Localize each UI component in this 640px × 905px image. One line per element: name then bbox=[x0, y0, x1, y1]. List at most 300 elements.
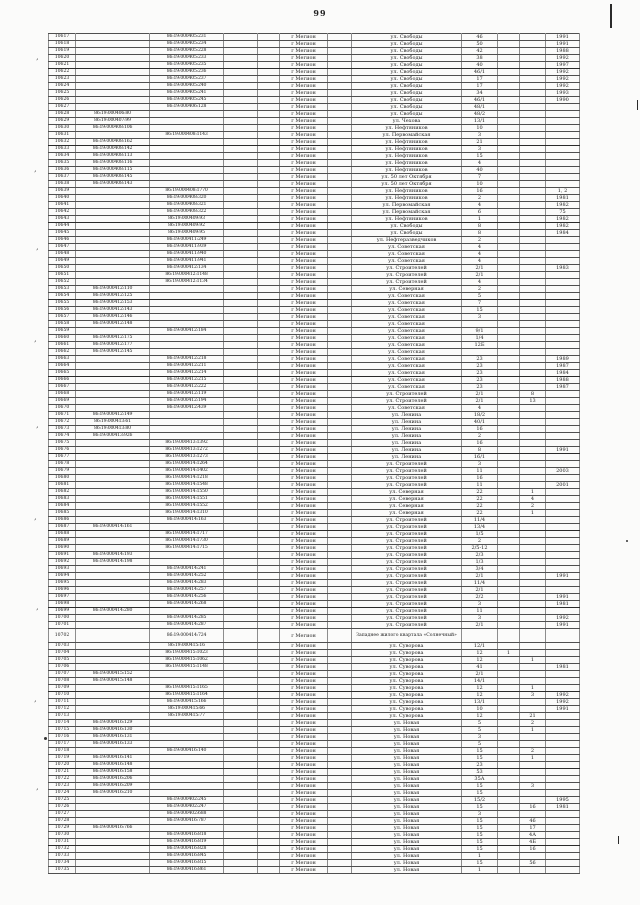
cell-settlement: г Мегион bbox=[280, 692, 328, 699]
cell-cadastral-a bbox=[76, 657, 150, 664]
cell-row-id: 10703 bbox=[49, 643, 76, 650]
cell-empty bbox=[328, 209, 352, 216]
cell-street: ул. Строителей bbox=[352, 552, 462, 559]
cell-empty bbox=[258, 307, 280, 314]
cell-cadastral-a bbox=[76, 650, 150, 657]
cell-empty bbox=[258, 181, 280, 188]
cell-settlement: г Мегион bbox=[280, 349, 328, 356]
cell-note-2 bbox=[520, 181, 546, 188]
cell-note-2 bbox=[520, 349, 546, 356]
cell-note-2 bbox=[520, 293, 546, 300]
cell-house: 15 bbox=[462, 153, 498, 160]
cell-street: ул. Строителей bbox=[352, 391, 462, 398]
cell-empty bbox=[258, 223, 280, 230]
cell-settlement: г Мегион bbox=[280, 699, 328, 706]
cell-note-1 bbox=[498, 244, 520, 251]
cell-cadastral-a: 86:19:000415:148 bbox=[76, 678, 150, 685]
cell-note-2: 3 bbox=[520, 692, 546, 699]
cell-row-id: 10641 bbox=[49, 202, 76, 209]
cell-note-2 bbox=[520, 202, 546, 209]
cell-row-id: 10676 bbox=[49, 447, 76, 454]
cell-note-2: 16 bbox=[520, 846, 546, 853]
cell-empty bbox=[328, 146, 352, 153]
cell-house: 3 bbox=[462, 132, 498, 139]
cell-empty bbox=[224, 167, 258, 174]
cell-year: 1992 bbox=[546, 615, 580, 622]
cell-cadastral-a bbox=[76, 132, 150, 139]
cell-empty bbox=[258, 279, 280, 286]
cell-empty bbox=[328, 125, 352, 132]
cell-settlement: г Мегион bbox=[280, 489, 328, 496]
cell-note-2 bbox=[520, 174, 546, 181]
cell-cadastral-a bbox=[76, 398, 150, 405]
cell-note-2 bbox=[520, 419, 546, 426]
cell-cadastral-b: 86:19:000405:233 bbox=[150, 55, 224, 62]
cell-street: ул. Советская bbox=[352, 307, 462, 314]
cell-cadastral-a bbox=[76, 356, 150, 363]
cell-empty bbox=[328, 454, 352, 461]
cell-street: ул. Новая bbox=[352, 790, 462, 797]
cell-house: 2/1 bbox=[462, 573, 498, 580]
cell-empty bbox=[328, 160, 352, 167]
cell-settlement: г Мегион bbox=[280, 216, 328, 223]
cell-cadastral-a bbox=[76, 405, 150, 412]
cell-empty bbox=[258, 216, 280, 223]
page-number: 99 bbox=[313, 8, 327, 18]
cell-settlement: г Мегион bbox=[280, 685, 328, 692]
cell-cadastral-b: 86:19:000412:211 bbox=[150, 363, 224, 370]
cell-empty bbox=[258, 461, 280, 468]
table-row bbox=[49, 202, 580, 209]
cell-cadastral-a bbox=[76, 531, 150, 538]
cell-empty bbox=[224, 132, 258, 139]
cell-year bbox=[546, 272, 580, 279]
cell-street: ул. Строителей bbox=[352, 265, 462, 272]
cell-year: 1991 bbox=[546, 41, 580, 48]
cell-cadastral-b bbox=[150, 790, 224, 797]
cell-empty bbox=[224, 251, 258, 258]
cell-cadastral-b: 86:19:000414:1550 bbox=[150, 489, 224, 496]
table-row bbox=[49, 384, 580, 391]
cell-row-id: 10694 bbox=[49, 573, 76, 580]
cell-empty bbox=[224, 69, 258, 76]
cell-street: ул. Свободы bbox=[352, 83, 462, 90]
cell-empty bbox=[224, 265, 258, 272]
cell-note-1 bbox=[498, 405, 520, 412]
table-row bbox=[49, 867, 580, 874]
cell-row-id: 10649 bbox=[49, 258, 76, 265]
cell-settlement: г Мегион bbox=[280, 580, 328, 587]
cell-empty bbox=[258, 391, 280, 398]
cell-year bbox=[546, 279, 580, 286]
cell-cadastral-b bbox=[150, 174, 224, 181]
cell-cadastral-b bbox=[150, 426, 224, 433]
cell-empty bbox=[258, 335, 280, 342]
cell-house: 2 bbox=[462, 195, 498, 202]
cell-empty bbox=[224, 391, 258, 398]
table-row bbox=[49, 720, 580, 727]
cell-empty bbox=[258, 55, 280, 62]
cell-street: ул. Строителей bbox=[352, 279, 462, 286]
cell-note-1 bbox=[498, 433, 520, 440]
cell-cadastral-b: 86:19:000415:1062 bbox=[150, 657, 224, 664]
cell-empty bbox=[224, 188, 258, 195]
cell-note-1 bbox=[498, 783, 520, 790]
cell-settlement: г Мегион bbox=[280, 552, 328, 559]
cell-settlement: г Мегион bbox=[280, 706, 328, 713]
cell-year bbox=[546, 531, 580, 538]
cell-house: 1/4 bbox=[462, 335, 498, 342]
cell-note-2 bbox=[520, 41, 546, 48]
cell-year bbox=[546, 349, 580, 356]
cell-empty bbox=[328, 720, 352, 727]
cell-house: 2/1 bbox=[462, 398, 498, 405]
cell-empty bbox=[258, 727, 280, 734]
cell-note-2 bbox=[520, 580, 546, 587]
cell-note-1 bbox=[498, 370, 520, 377]
cell-note-1 bbox=[498, 503, 520, 510]
cell-street: ул. Советская bbox=[352, 244, 462, 251]
cell-note-2 bbox=[520, 237, 546, 244]
cell-settlement: г Мегион bbox=[280, 188, 328, 195]
cell-empty bbox=[224, 111, 258, 118]
cell-note-1 bbox=[498, 790, 520, 797]
cell-empty bbox=[224, 412, 258, 419]
cell-cadastral-a bbox=[76, 377, 150, 384]
table-row bbox=[49, 699, 580, 706]
cell-house: 5 bbox=[462, 727, 498, 734]
table-row bbox=[49, 440, 580, 447]
cell-empty bbox=[224, 643, 258, 650]
table-row bbox=[49, 216, 580, 223]
cell-row-id: 10680 bbox=[49, 475, 76, 482]
cell-cadastral-b: 86:19:000408:322 bbox=[150, 209, 224, 216]
cell-note-2 bbox=[520, 440, 546, 447]
cell-cadastral-b bbox=[150, 181, 224, 188]
cell-row-id: 10675 bbox=[49, 440, 76, 447]
cell-street: ул. Чехова bbox=[352, 118, 462, 125]
cell-settlement: г Мегион bbox=[280, 797, 328, 804]
cell-year: 1982 bbox=[546, 202, 580, 209]
cell-cadastral-a: 86:19:000416:133 bbox=[76, 741, 150, 748]
cell-note-1 bbox=[498, 678, 520, 685]
cell-empty bbox=[328, 699, 352, 706]
cell-cadastral-b: 86:19:000416:815 bbox=[150, 860, 224, 867]
cell-note-2 bbox=[520, 146, 546, 153]
cell-empty bbox=[258, 153, 280, 160]
cell-street: ул. Нефтеразведчиков bbox=[352, 237, 462, 244]
cell-empty bbox=[224, 545, 258, 552]
cell-empty bbox=[328, 48, 352, 55]
cell-note-1 bbox=[498, 216, 520, 223]
cell-house: 21 bbox=[462, 139, 498, 146]
cell-empty bbox=[328, 461, 352, 468]
cell-house: 12 bbox=[462, 692, 498, 699]
cell-cadastral-a bbox=[76, 797, 150, 804]
cell-row-id: 10722 bbox=[49, 776, 76, 783]
cell-note-2: 1 bbox=[520, 657, 546, 664]
cell-note-1 bbox=[498, 573, 520, 580]
cell-cadastral-b bbox=[150, 552, 224, 559]
table-row bbox=[49, 587, 580, 594]
cell-note-1 bbox=[498, 475, 520, 482]
cell-year bbox=[546, 496, 580, 503]
table-row bbox=[49, 734, 580, 741]
cell-row-id: 10702 bbox=[49, 629, 76, 643]
cell-note-1 bbox=[498, 468, 520, 475]
cell-note-1 bbox=[498, 349, 520, 356]
cell-year bbox=[546, 398, 580, 405]
cell-empty bbox=[224, 580, 258, 587]
cell-note-1 bbox=[498, 251, 520, 258]
cell-cadastral-b bbox=[150, 314, 224, 321]
cell-empty bbox=[258, 384, 280, 391]
cell-note-1 bbox=[498, 587, 520, 594]
cell-year bbox=[546, 307, 580, 314]
cell-note-1 bbox=[498, 496, 520, 503]
cell-cadastral-b: 86:19:000405:235 bbox=[150, 62, 224, 69]
cell-empty bbox=[328, 622, 352, 629]
cell-note-1 bbox=[498, 776, 520, 783]
cell-house: 3 bbox=[462, 314, 498, 321]
cell-note-2 bbox=[520, 797, 546, 804]
cell-empty bbox=[328, 377, 352, 384]
cell-empty bbox=[328, 706, 352, 713]
cell-year bbox=[546, 181, 580, 188]
cell-street: ул. Советская bbox=[352, 342, 462, 349]
cell-house: 10 bbox=[462, 706, 498, 713]
table-row bbox=[49, 643, 580, 650]
cell-row-id: 10715 bbox=[49, 727, 76, 734]
cell-settlement: г Мегион bbox=[280, 734, 328, 741]
cell-row-id: 10723 bbox=[49, 783, 76, 790]
cell-note-1 bbox=[498, 517, 520, 524]
cell-house: 3 bbox=[462, 146, 498, 153]
cell-note-2 bbox=[520, 48, 546, 55]
cell-house: 23 bbox=[462, 762, 498, 769]
cell-street: ул. Советская bbox=[352, 335, 462, 342]
cell-empty bbox=[328, 608, 352, 615]
cell-street: ул. Новая bbox=[352, 734, 462, 741]
cell-cadastral-b bbox=[150, 286, 224, 293]
cell-settlement: г Мегион bbox=[280, 867, 328, 874]
cell-street: ул. Свободы bbox=[352, 111, 462, 118]
cell-note-1 bbox=[498, 867, 520, 874]
cell-street: ул. Северная bbox=[352, 496, 462, 503]
cell-empty bbox=[224, 370, 258, 377]
table-row bbox=[49, 62, 580, 69]
cell-year: 1992 bbox=[546, 699, 580, 706]
cell-year bbox=[546, 818, 580, 825]
cell-cadastral-b bbox=[150, 118, 224, 125]
cell-settlement: г Мегион bbox=[280, 615, 328, 622]
table-row bbox=[49, 433, 580, 440]
cell-row-id: 10688 bbox=[49, 531, 76, 538]
cell-note-1 bbox=[498, 608, 520, 615]
cell-row-id: 10696 bbox=[49, 587, 76, 594]
cell-empty bbox=[258, 139, 280, 146]
cell-note-2 bbox=[520, 811, 546, 818]
cell-row-id: 10718 bbox=[49, 748, 76, 755]
cell-note-2 bbox=[520, 363, 546, 370]
cell-empty bbox=[224, 804, 258, 811]
cell-cadastral-b: 86:19:000414:256 bbox=[150, 594, 224, 601]
table-row bbox=[49, 377, 580, 384]
cell-empty bbox=[224, 566, 258, 573]
cell-note-2 bbox=[520, 300, 546, 307]
table-row bbox=[49, 664, 580, 671]
cell-settlement: г Мегион bbox=[280, 755, 328, 762]
cell-note-2 bbox=[520, 377, 546, 384]
cell-row-id: 10726 bbox=[49, 804, 76, 811]
cell-cadastral-a: 86:19:000412:125 bbox=[76, 293, 150, 300]
cell-house: 7 bbox=[462, 174, 498, 181]
cell-note-2 bbox=[520, 356, 546, 363]
cell-empty bbox=[224, 90, 258, 97]
cell-empty bbox=[258, 300, 280, 307]
cell-settlement: г Мегион bbox=[280, 818, 328, 825]
cell-cadastral-a bbox=[76, 811, 150, 818]
table-row bbox=[49, 342, 580, 349]
cell-note-2: 2 bbox=[520, 748, 546, 755]
table-row bbox=[49, 475, 580, 482]
cell-cadastral-b bbox=[150, 167, 224, 174]
cell-cadastral-b: 86:19:000413:1272 bbox=[150, 447, 224, 454]
cell-empty bbox=[224, 356, 258, 363]
cell-cadastral-a bbox=[76, 545, 150, 552]
table-row bbox=[49, 454, 580, 461]
cell-note-1 bbox=[498, 748, 520, 755]
cell-empty bbox=[328, 391, 352, 398]
cell-cadastral-b: 86:19:000412:439 bbox=[150, 405, 224, 412]
cell-empty bbox=[224, 118, 258, 125]
cell-note-1 bbox=[498, 195, 520, 202]
cell-empty bbox=[224, 657, 258, 664]
cell-empty bbox=[224, 104, 258, 111]
cell-settlement: г Мегион bbox=[280, 657, 328, 664]
cell-settlement: г Мегион bbox=[280, 160, 328, 167]
cell-row-id: 10686 bbox=[49, 517, 76, 524]
cell-street: ул. Советская bbox=[352, 349, 462, 356]
cell-row-id: 10656 bbox=[49, 307, 76, 314]
cell-note-2 bbox=[520, 384, 546, 391]
cell-house: 4 bbox=[462, 251, 498, 258]
cell-note-1 bbox=[498, 272, 520, 279]
cell-row-id: 10666 bbox=[49, 377, 76, 384]
cell-empty bbox=[328, 188, 352, 195]
cell-house: 16 bbox=[462, 475, 498, 482]
cell-street: ул. Советская bbox=[352, 258, 462, 265]
cell-empty bbox=[224, 139, 258, 146]
cell-year bbox=[546, 293, 580, 300]
cell-settlement: г Мегион bbox=[280, 251, 328, 258]
cell-row-id: 10691 bbox=[49, 552, 76, 559]
cell-cadastral-b: 86:19:000405:241 bbox=[150, 90, 224, 97]
cell-empty bbox=[224, 279, 258, 286]
cell-year: 1990 bbox=[546, 97, 580, 104]
cell-settlement: г Мегион bbox=[280, 608, 328, 615]
cell-empty bbox=[224, 601, 258, 608]
cell-note-2 bbox=[520, 244, 546, 251]
cell-row-id: 10724 bbox=[49, 790, 76, 797]
cell-cadastral-a bbox=[76, 251, 150, 258]
cell-year bbox=[546, 412, 580, 419]
cell-row-id: 10642 bbox=[49, 209, 76, 216]
cell-note-2: 2 bbox=[520, 720, 546, 727]
cell-cadastral-b bbox=[150, 342, 224, 349]
cell-street: ул. Новая bbox=[352, 818, 462, 825]
cell-settlement: г Мегион bbox=[280, 713, 328, 720]
cell-note-2 bbox=[520, 762, 546, 769]
cell-year: 1989 bbox=[546, 356, 580, 363]
cell-note-1 bbox=[498, 321, 520, 328]
cell-cadastral-a bbox=[76, 188, 150, 195]
table-row bbox=[49, 244, 580, 251]
cell-note-2: 2 bbox=[520, 503, 546, 510]
cell-settlement: г Мегион bbox=[280, 279, 328, 286]
cell-cadastral-b bbox=[150, 776, 224, 783]
cell-street: ул. Советская bbox=[352, 321, 462, 328]
cell-empty bbox=[224, 678, 258, 685]
table-row bbox=[49, 545, 580, 552]
cell-street: ул. Свободы bbox=[352, 48, 462, 55]
cell-house: 4 bbox=[462, 405, 498, 412]
cell-year: 1988 bbox=[546, 48, 580, 55]
cell-empty bbox=[328, 776, 352, 783]
cell-note-2 bbox=[520, 76, 546, 83]
cell-cadastral-a bbox=[76, 489, 150, 496]
cell-empty bbox=[258, 811, 280, 818]
cell-note-2 bbox=[520, 524, 546, 531]
cell-year bbox=[546, 167, 580, 174]
table-row bbox=[49, 559, 580, 566]
cell-house: 22 bbox=[462, 510, 498, 517]
cell-row-id: 10652 bbox=[49, 279, 76, 286]
cell-year: 1982 bbox=[546, 216, 580, 223]
cell-empty bbox=[328, 230, 352, 237]
cell-empty bbox=[328, 111, 352, 118]
cell-empty bbox=[258, 643, 280, 650]
cell-row-id: 10640 bbox=[49, 195, 76, 202]
cell-cadastral-a bbox=[76, 706, 150, 713]
cell-cadastral-a bbox=[76, 62, 150, 69]
cell-year: 1984 bbox=[546, 230, 580, 237]
cell-note-2 bbox=[520, 573, 546, 580]
cell-settlement: г Мегион bbox=[280, 475, 328, 482]
cell-empty bbox=[328, 846, 352, 853]
cell-empty bbox=[224, 846, 258, 853]
cell-empty bbox=[258, 363, 280, 370]
cell-empty bbox=[258, 321, 280, 328]
cell-street: ул. Суворова bbox=[352, 713, 462, 720]
cell-empty bbox=[328, 167, 352, 174]
cell-cadastral-a bbox=[76, 202, 150, 209]
cell-note-1 bbox=[498, 853, 520, 860]
cell-street: ул. Нефтяников bbox=[352, 188, 462, 195]
cell-note-1 bbox=[498, 804, 520, 811]
cell-house: 2 bbox=[462, 286, 498, 293]
cell-note-1 bbox=[498, 153, 520, 160]
cell-note-1 bbox=[498, 188, 520, 195]
cell-empty bbox=[258, 867, 280, 874]
cell-empty bbox=[258, 860, 280, 867]
cell-year bbox=[546, 524, 580, 531]
cell-empty bbox=[328, 174, 352, 181]
cell-row-id: 10695 bbox=[49, 580, 76, 587]
cell-empty bbox=[224, 454, 258, 461]
cell-house: 2/1 bbox=[462, 587, 498, 594]
cell-cadastral-b: 86:19:000405:234 bbox=[150, 41, 224, 48]
